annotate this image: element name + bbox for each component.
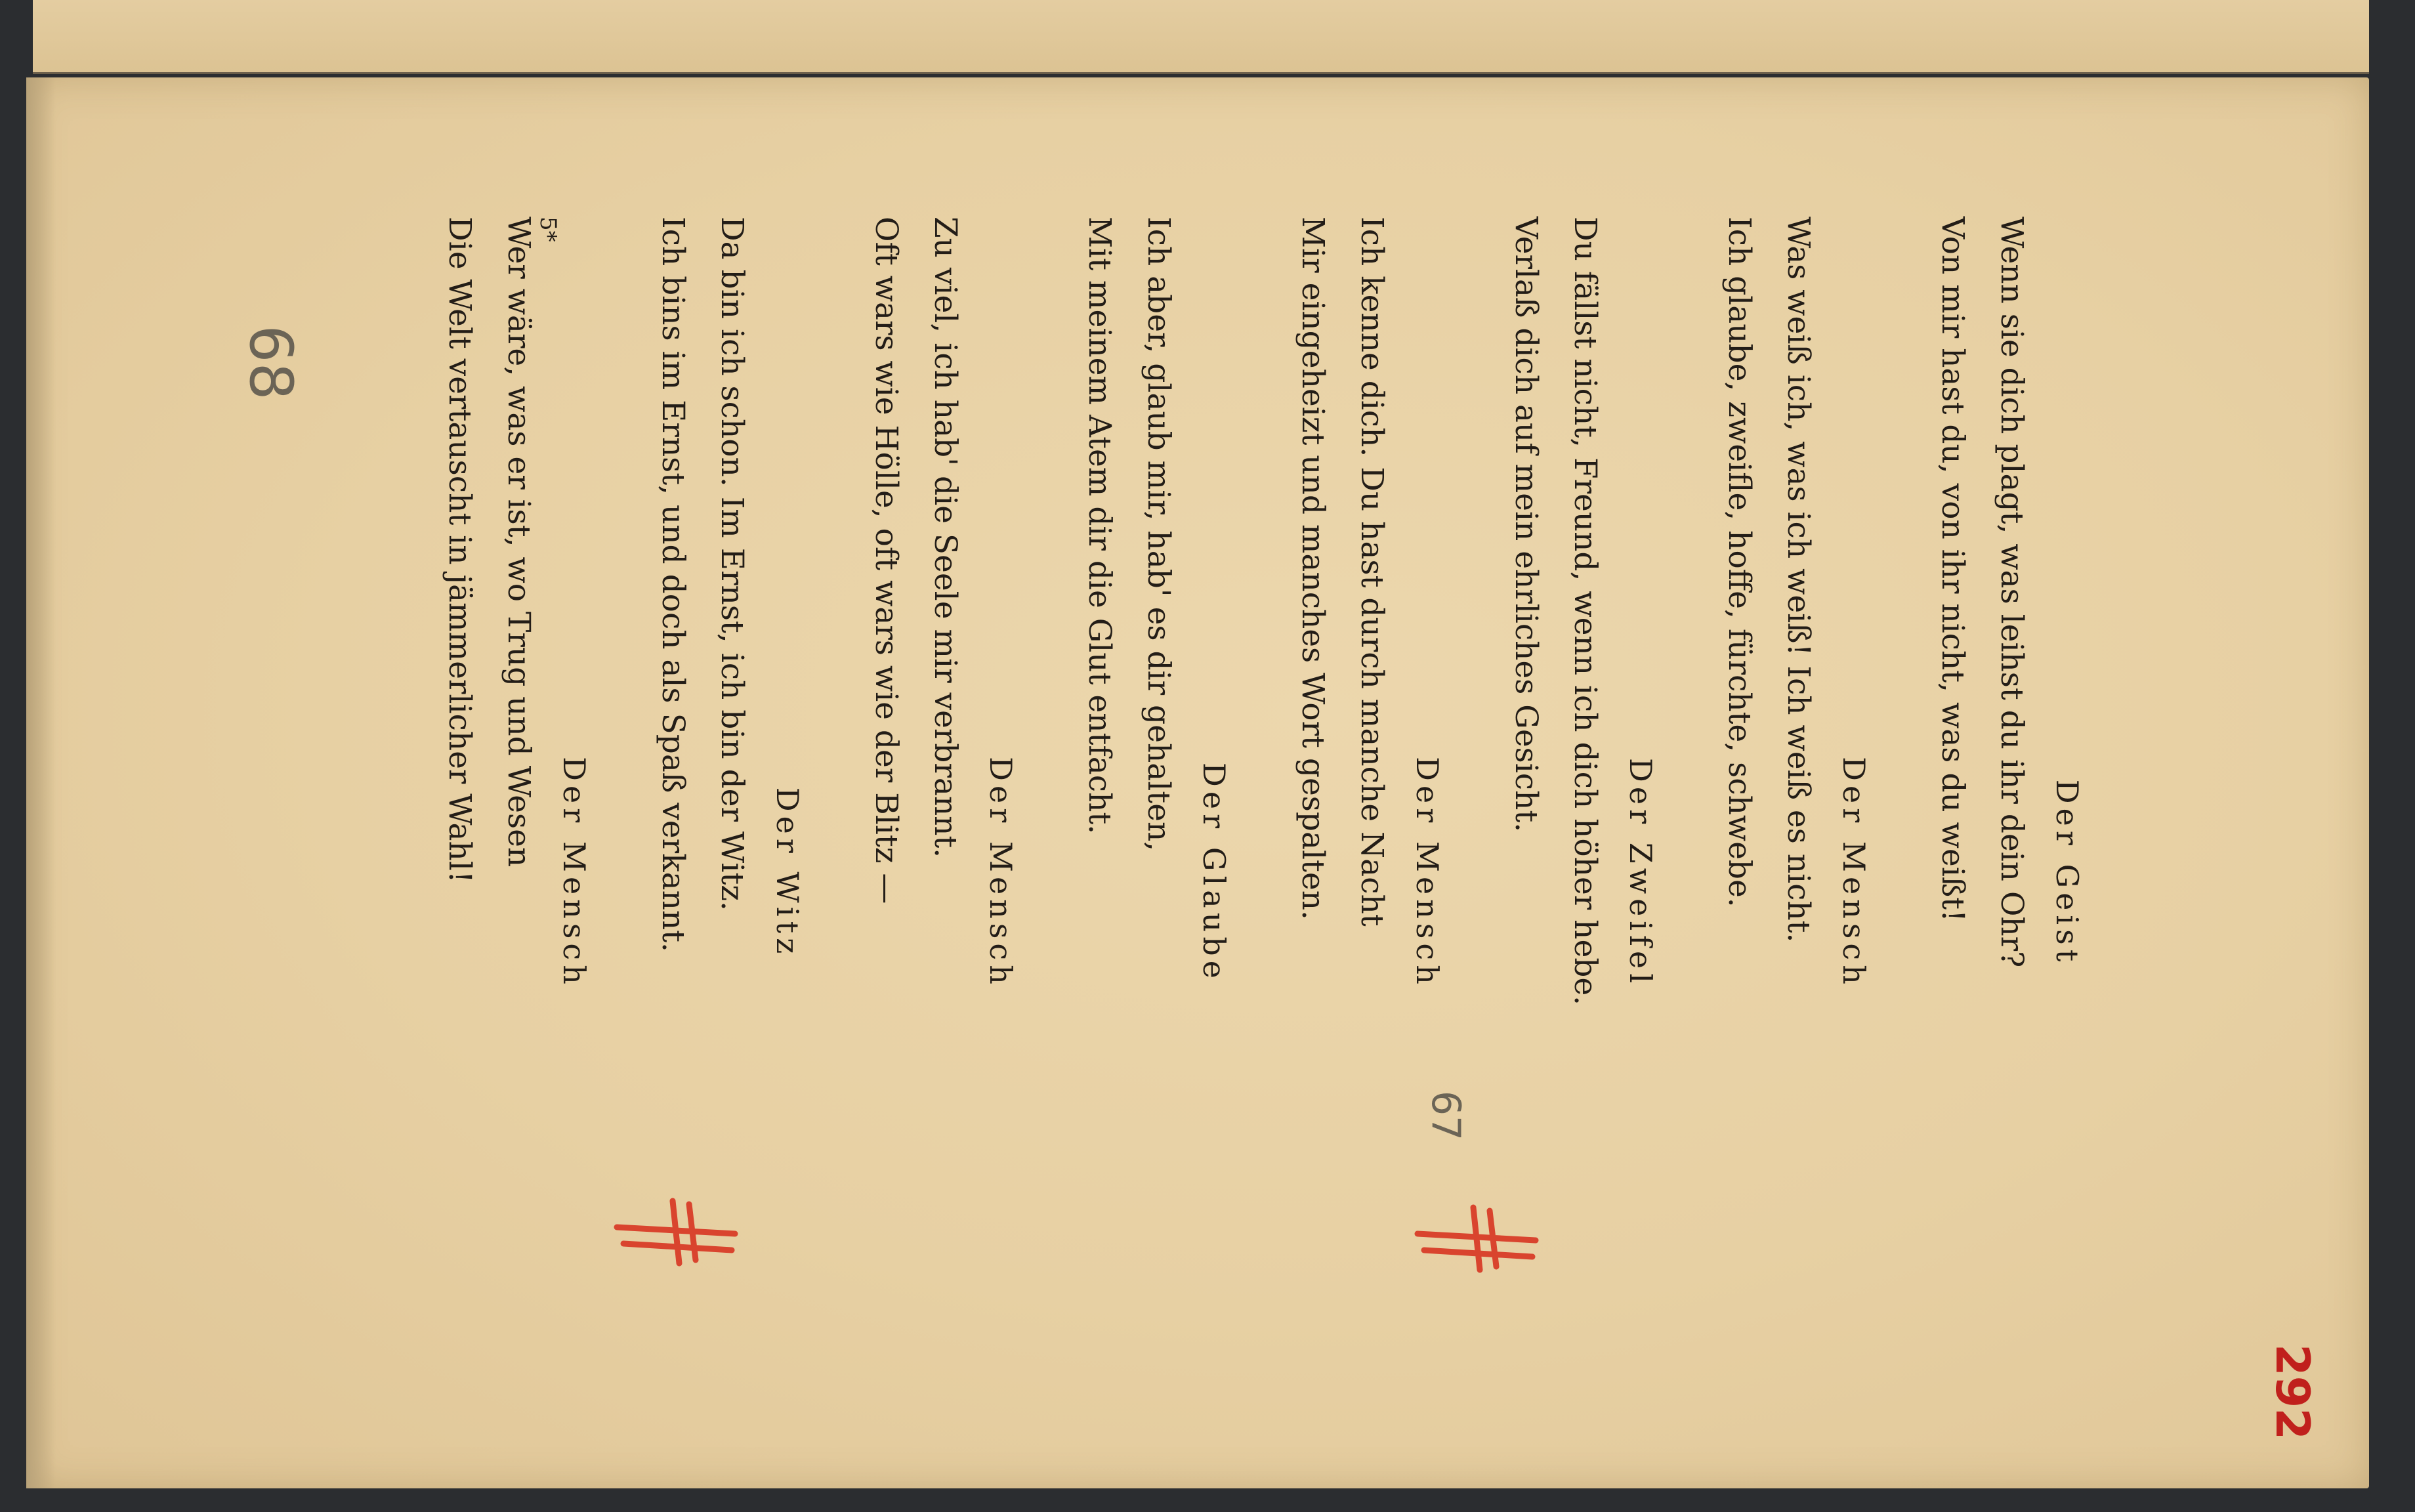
stanza: [1283, 217, 1401, 1512]
verse-line: Ich aber, glaub mir, hab' es dir gehalten,: [1141, 217, 1177, 852]
verse-line: Wer wäre, was er ist, wo Trug und Wesen: [501, 217, 537, 868]
signature-mark: 5*: [535, 217, 561, 242]
stanza: [643, 217, 761, 1512]
red-cross-mark: [1411, 1201, 1542, 1273]
verse-line: Was weiß ich, was ich weiß! Ich weiß es nicht.: [1780, 217, 1816, 943]
stanza: [1710, 217, 1828, 1512]
verse-line: Die Welt vertauscht in jämmerlicher Wahl!: [442, 217, 478, 883]
red-cross-mark: [610, 1194, 742, 1267]
verse-line: Mir eingeheizt und manches Wort gespalten.: [1295, 217, 1331, 920]
verse-line: Ich bins im Ernst, und doch als Spaß verkannt.: [655, 217, 691, 952]
poem-text-block: [341, 217, 2113, 1512]
page-gutter-shadow: [26, 77, 56, 1488]
verse-line: Ich glaube, zweifle, hoffe, fürchte, schwebe.: [1721, 217, 1757, 908]
stanza-heading: Der Geist: [2049, 779, 2085, 967]
stanza-heading: Der Mensch: [983, 757, 1018, 989]
verse-line: Wenn sie dich plagt, was leihst du ihr dein Ohr?: [1994, 217, 2030, 968]
stanza-heading: Der Mensch: [1410, 757, 1445, 989]
opposite-page-edge: [33, 0, 2369, 74]
verse-line: Verlaß dich auf mein ehrliches Gesicht.: [1508, 217, 1544, 833]
pencil-number-small: 67: [1423, 1090, 1469, 1141]
stanza: [856, 217, 975, 1512]
archive-folio-number: 292: [2265, 1343, 2320, 1440]
stanza: [1496, 217, 1614, 1512]
pencil-page-number: 68: [236, 325, 305, 400]
verse-line: Da bin ich schon. Im Ernst, ich bin der Witz.: [714, 217, 750, 912]
verse-line: Zu viel, ich hab' die Seele mir verbrannt.: [927, 217, 963, 858]
stanza-heading: Der Zweifel: [1623, 758, 1658, 988]
stanza-heading: Der Mensch: [1836, 757, 1872, 989]
verse-line: Von mir hast du, von ihr nicht, was du weißt!: [1935, 217, 1971, 922]
verse-line: Oft wars wie Hölle, oft wars wie der Blitz —: [868, 217, 904, 904]
verse-line: Mit meinem Atem dir die Glut entfacht.: [1082, 217, 1118, 835]
stanza-heading: Der Witz: [770, 787, 805, 959]
verse-line: Ich kenne dich. Du hast durch manche Nacht: [1354, 217, 1390, 927]
stanza: [1070, 217, 1188, 1512]
stanza: [430, 217, 548, 1512]
verse-line: Du fällst nicht, Freund, wenn ich dich höher hebe.: [1567, 217, 1603, 1006]
stanza: [1923, 217, 2041, 1512]
stanza-heading: Der Mensch: [556, 757, 592, 989]
stanza-heading: Der Glaube: [1196, 763, 1232, 983]
